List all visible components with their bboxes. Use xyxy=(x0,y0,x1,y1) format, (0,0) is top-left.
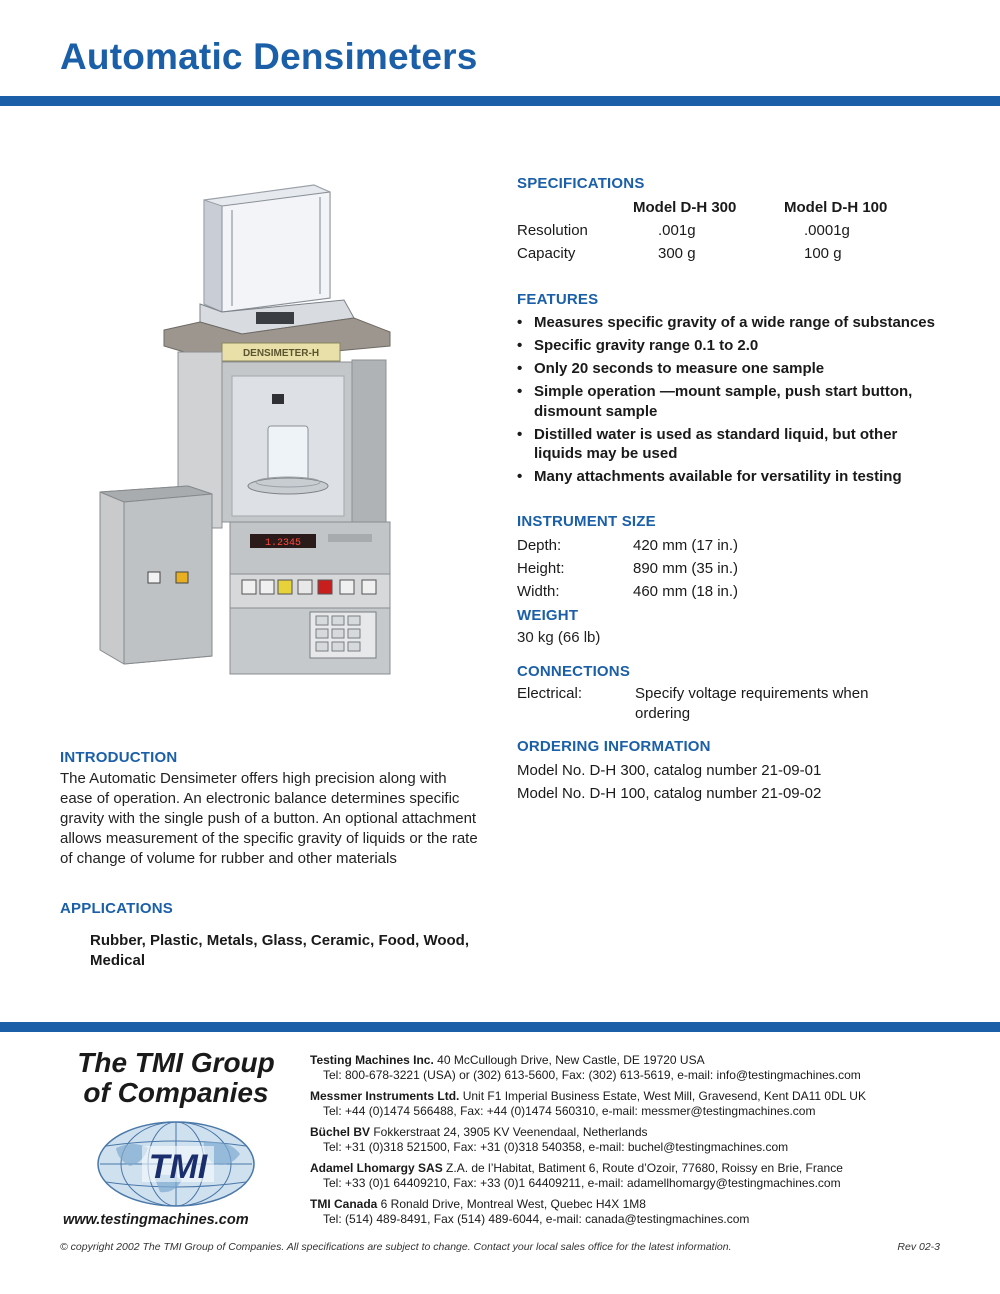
group-title-line-2: of Companies xyxy=(83,1077,269,1108)
feature-item xyxy=(517,359,957,379)
company-entry xyxy=(310,1161,990,1190)
company-contact: Tel: (514) 489-8491, Fax (514) 489-6044, e-mail: canada@testingmachines.com xyxy=(323,1211,750,1226)
company-entry xyxy=(310,1125,990,1154)
spec-value-100: .0001g xyxy=(804,222,850,239)
bullet: • xyxy=(517,337,523,354)
copyright-line xyxy=(60,1241,940,1253)
company-name: Adamel Lhomargy SAS xyxy=(310,1161,443,1175)
applications-text: Rubber, Plastic, Metals, Glass, Ceramic, Food, Wood, Medical xyxy=(90,932,469,969)
company-name: Messmer Instruments Ltd. xyxy=(310,1089,460,1103)
company-name: Testing Machines Inc. xyxy=(310,1053,434,1067)
company-name: Büchel BV xyxy=(310,1125,371,1139)
size-key: Width: xyxy=(517,583,560,600)
densimeter-label: DENSIMETER-H xyxy=(242,348,320,359)
ordering-heading: ORDERING INFORMATION xyxy=(517,738,711,755)
feature-text: Specific gravity range 0.1 to 2.0 xyxy=(534,337,759,354)
connections-value: Specify voltage requirements when ordering xyxy=(635,685,869,722)
group-title-line-1: The TMI Group xyxy=(77,1047,275,1078)
page-title: Automatic Densimeters xyxy=(60,36,478,77)
features-heading: FEATURES xyxy=(517,291,599,308)
company-address: Fokkerstraat 24, 3905 KV Veenendaal, Netherlands xyxy=(370,1125,648,1139)
introduction-heading: INTRODUCTION xyxy=(60,749,178,766)
copyright-text: © copyright 2002 The TMI Group of Companies. All specifications are subject to change. Contact your local sales office for the latest information. xyxy=(60,1241,732,1253)
company-contact: Tel: +31 (0)318 521500, Fax: +31 (0)318 540358, e-mail: buchel@testingmachines.com xyxy=(323,1139,789,1154)
bullet: • xyxy=(517,383,523,400)
company-contact: Tel: +44 (0)1474 566488, Fax: +44 (0)1474 560310, e-mail: messmer@testingmachines.com xyxy=(323,1103,816,1118)
feature-item xyxy=(517,382,957,421)
website-link[interactable]: www.testingmachines.com xyxy=(63,1212,249,1228)
feature-text: Many attachments available for versatility in testing xyxy=(534,468,902,485)
feature-item xyxy=(517,336,957,356)
ordering-list xyxy=(517,759,957,805)
company-address: 40 McCullough Drive, New Castle, DE 19720 USA xyxy=(433,1053,705,1067)
company-entry xyxy=(310,1197,990,1226)
spec-header-model-100: Model D-H 100 xyxy=(784,199,888,216)
size-key: Height: xyxy=(517,560,565,577)
ordering-line: Model No. D-H 100, catalog number 21-09-02 xyxy=(517,785,822,802)
bullet: • xyxy=(517,425,523,443)
size-row xyxy=(517,534,957,557)
spec-row xyxy=(517,219,957,242)
feature-text: Only 20 seconds to measure one sample xyxy=(534,360,825,377)
spec-label: Resolution xyxy=(517,222,588,239)
feature-text: Distilled water is used as standard liquid, but other liquids may be used xyxy=(534,425,898,462)
introduction-text: The Automatic Densimeter offers high precision along with ease of operation. An electronic balance determines specific gravity with the single push of a button. An optional attachment allows measurement of the specific gravity of liquids or the rate of change of volume for rubber and other materials xyxy=(60,770,478,867)
weight-heading: WEIGHT xyxy=(517,607,579,624)
group-title xyxy=(60,1048,292,1108)
footer-divider xyxy=(0,1022,1000,1032)
specifications-heading: SPECIFICATIONS xyxy=(517,175,645,192)
instrument-size-table xyxy=(517,534,957,603)
applications-heading: APPLICATIONS xyxy=(60,900,173,917)
spec-header-model-300: Model D-H 300 xyxy=(633,199,737,216)
company-contact: Tel: +33 (0)1 64409210, Fax: +33 (0)1 64409211, e-mail: adamellhomargy@testingmachines.com xyxy=(323,1175,841,1190)
company-address: Z.A. de l’Habitat, Batiment 6, Route d’Ozoir, 77680, Roissy en Brie, France xyxy=(442,1161,843,1175)
spec-value-300: 300 g xyxy=(658,245,696,262)
specifications-table xyxy=(517,196,957,265)
feature-text: Simple operation —mount sample, push start button, dismount sample xyxy=(534,383,913,420)
connections-key: Electrical: xyxy=(517,685,583,702)
spec-value-100: 100 g xyxy=(804,245,842,262)
densimeter-product-image xyxy=(92,180,422,680)
company-entry xyxy=(310,1089,990,1118)
feature-item xyxy=(517,467,957,487)
ordering-line: Model No. D-H 300, catalog number 21-09-01 xyxy=(517,762,822,779)
size-value: 460 mm (18 in.) xyxy=(633,583,739,600)
size-row xyxy=(517,557,957,580)
connections-row xyxy=(517,684,957,724)
feature-item xyxy=(517,313,957,333)
instrument-size-heading: INSTRUMENT SIZE xyxy=(517,513,656,530)
company-list xyxy=(310,1053,990,1233)
tmi-globe-logo xyxy=(94,1118,259,1210)
company-address: 6 Ronald Drive, Montreal West, Quebec H4X 1M8 xyxy=(377,1197,646,1211)
size-key: Depth: xyxy=(517,537,562,554)
feature-item xyxy=(517,425,957,464)
company-entry xyxy=(310,1053,990,1082)
bullet: • xyxy=(517,468,523,485)
header-divider xyxy=(0,96,1000,106)
connections-heading: CONNECTIONS xyxy=(517,663,631,680)
display-readout: 1.2345 xyxy=(264,538,302,549)
size-row xyxy=(517,580,957,603)
feature-text: Measures specific gravity of a wide range of substances xyxy=(534,314,935,331)
spec-header-row xyxy=(517,196,957,219)
bullet: • xyxy=(517,360,523,377)
company-name: TMI Canada xyxy=(310,1197,378,1211)
company-contact: Tel: 800-678-3221 (USA) or (302) 613-5600, Fax: (302) 613-5619, e-mail: info@testingmachines.com xyxy=(323,1067,861,1082)
spec-value-300: .001g xyxy=(658,222,696,239)
bullet: • xyxy=(517,314,523,331)
revision-label: Rev 02-3 xyxy=(897,1241,940,1253)
company-address: Unit F1 Imperial Business Estate, West Mill, Gravesend, Kent DA11 0DL UK xyxy=(459,1089,866,1103)
weight-value: 30 kg (66 lb) xyxy=(517,629,601,646)
size-value: 420 mm (17 in.) xyxy=(633,537,739,554)
spec-label: Capacity xyxy=(517,245,576,262)
size-value: 890 mm (35 in.) xyxy=(633,560,739,577)
spec-row xyxy=(517,242,957,265)
features-list xyxy=(517,313,957,490)
tmi-logo-text: TMI xyxy=(148,1148,208,1186)
